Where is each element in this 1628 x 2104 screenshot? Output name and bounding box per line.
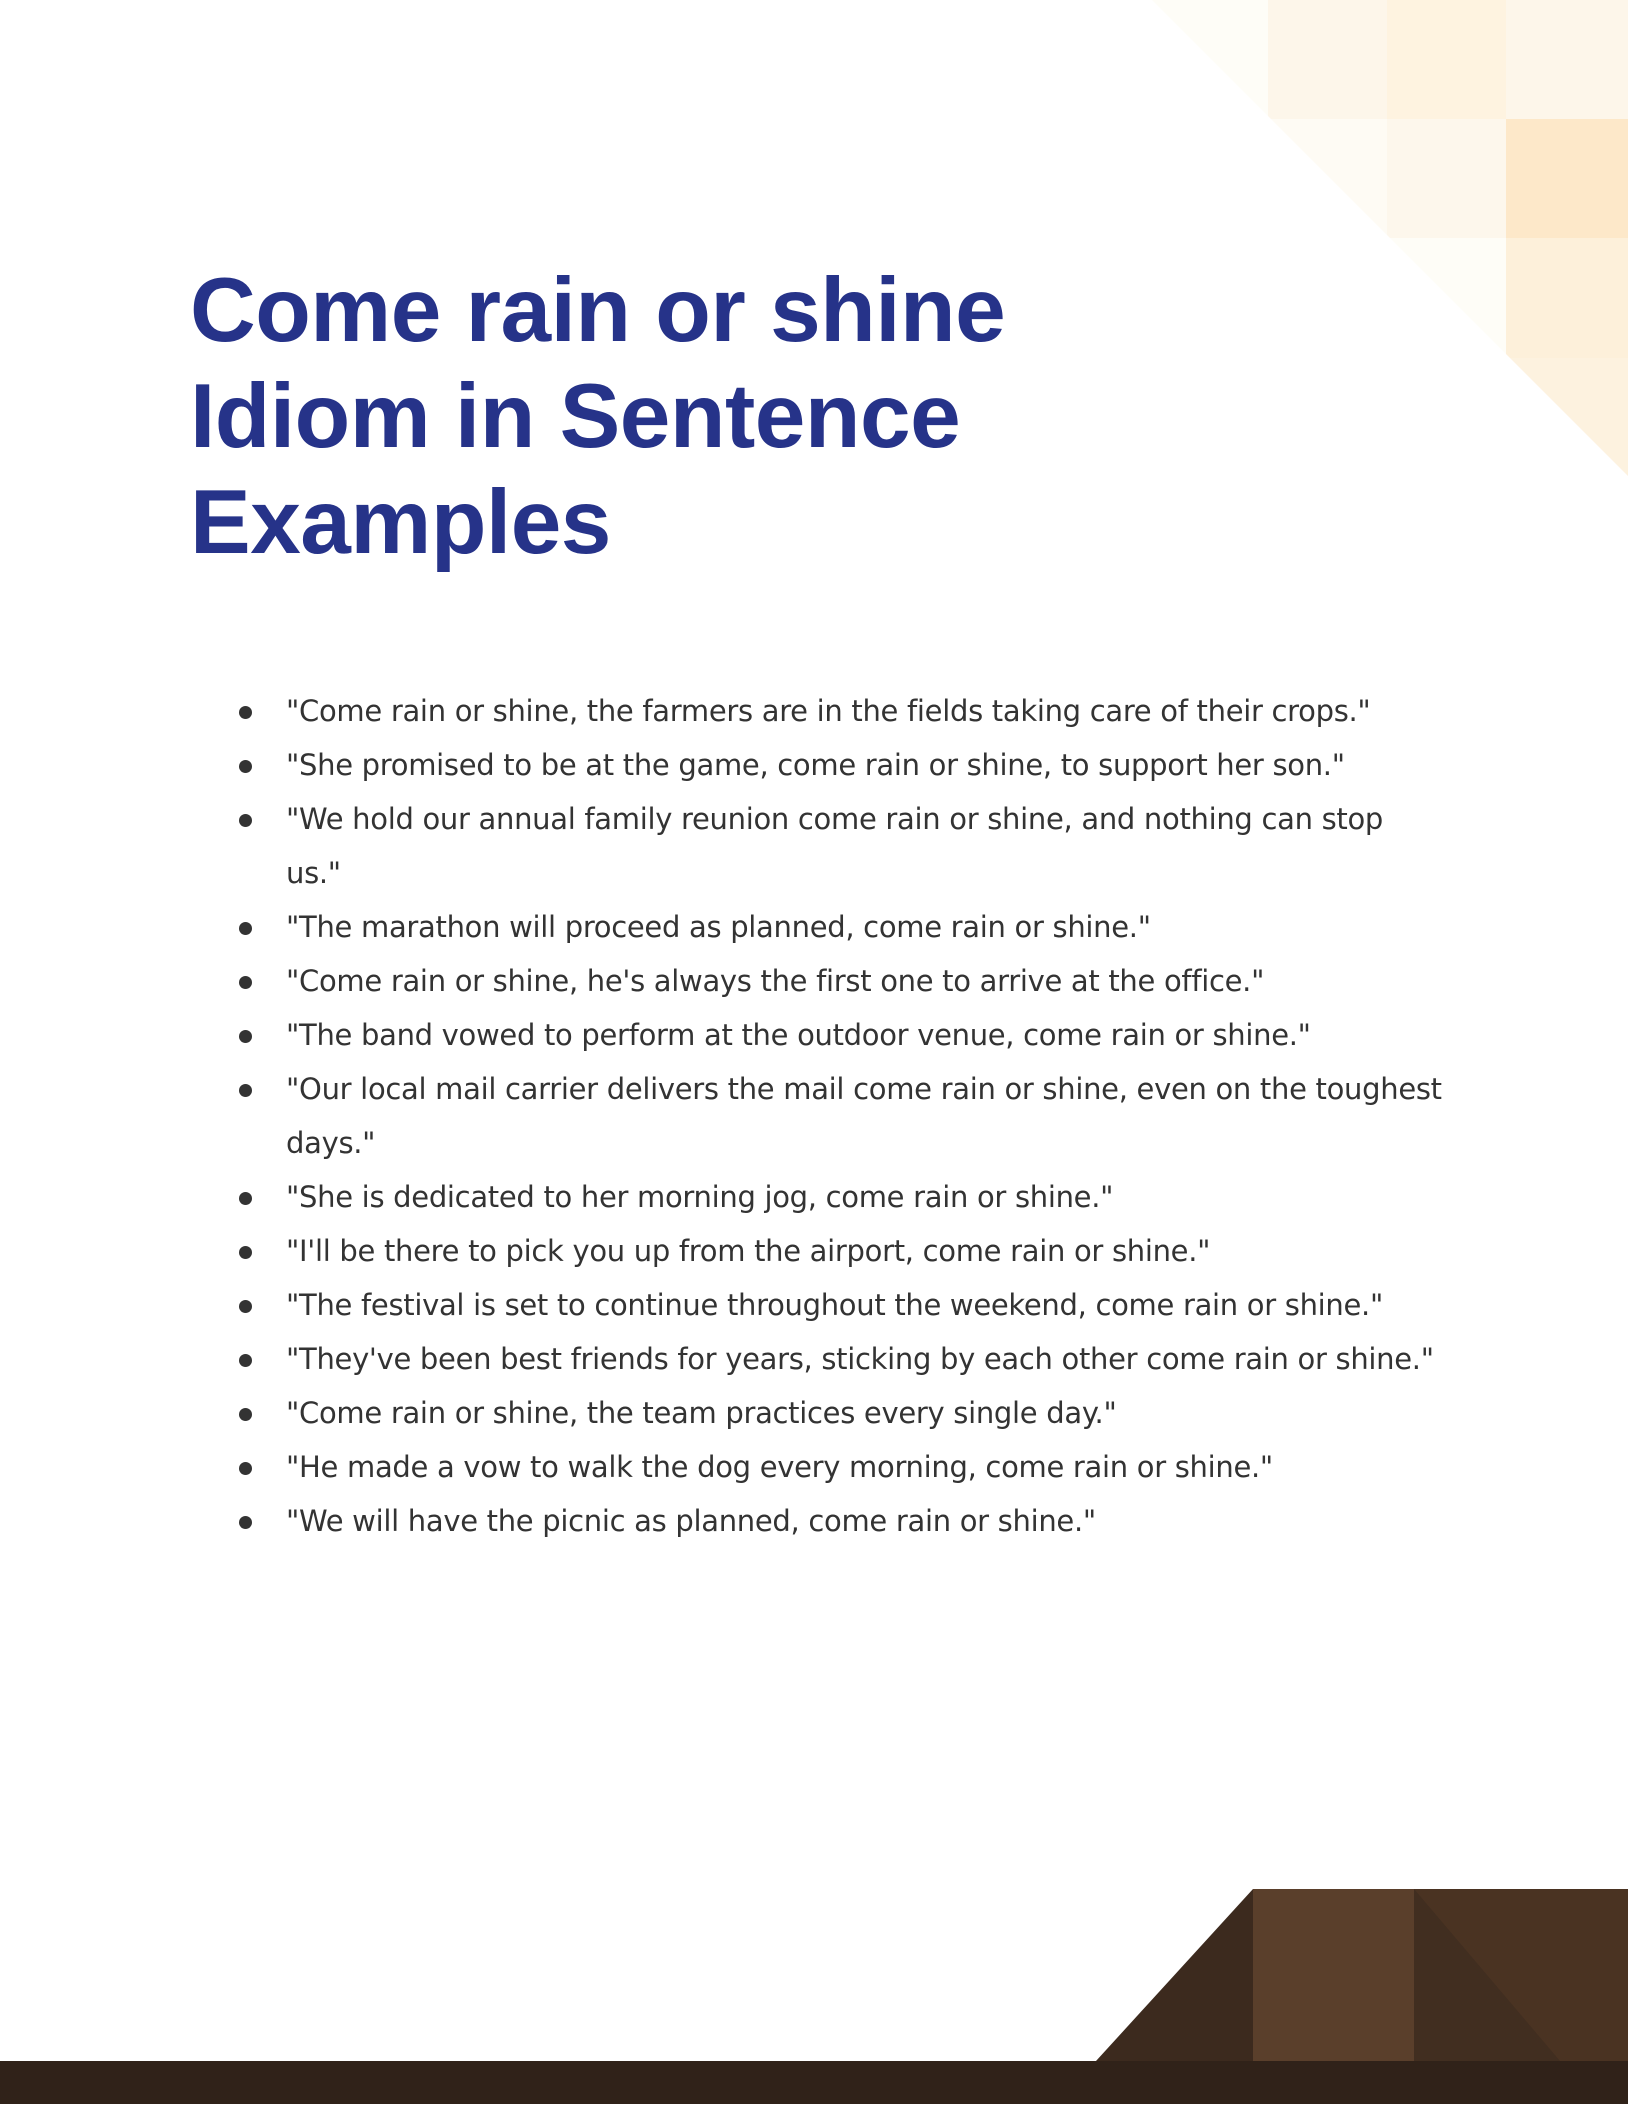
example-text: "We hold our annual family reunion come rain or shine, and nothing can stop us." [286,802,1384,890]
bullet-icon [239,1516,252,1529]
example-text: "Come rain or shine, he's always the first one to arrive at the office." [286,964,1265,998]
example-text: "The festival is set to continue throughout the weekend, come rain or shine." [286,1288,1384,1322]
list-item [286,954,1446,1008]
bullet-icon [239,1300,252,1313]
list-item [286,684,1446,738]
example-text: "The marathon will proceed as planned, come rain or shine." [286,910,1151,944]
list-item [286,1062,1446,1170]
title-line: Examples [190,472,611,573]
bullet-icon [239,1462,252,1475]
list-item [286,1008,1446,1062]
bullet-icon [239,976,252,989]
examples-list [286,684,1446,1548]
example-text: "Our local mail carrier delivers the mail come rain or shine, even on the toughest days." [286,1072,1442,1160]
list-item [286,792,1446,900]
example-text: "Come rain or shine, the team practices every single day." [286,1396,1117,1430]
bullet-icon [239,922,252,935]
list-item [286,1278,1446,1332]
list-item [286,1170,1446,1224]
example-text: "She promised to be at the game, come rain or shine, to support her son." [286,748,1345,782]
list-item [286,1332,1446,1386]
bullet-icon [239,814,252,827]
bullet-icon [239,760,252,773]
title-line: Idiom in Sentence [190,366,961,467]
example-text: "They've been best friends for years, sticking by each other come rain or shine." [286,1342,1434,1376]
list-item [286,1440,1446,1494]
example-text: "She is dedicated to her morning jog, come rain or shine." [286,1180,1114,1214]
bullet-icon [239,1246,252,1259]
bullet-icon [239,1408,252,1421]
page-title [190,258,1190,576]
bullet-icon [239,1192,252,1205]
bullet-icon [239,1084,252,1097]
bullet-icon [239,1030,252,1043]
example-text: "I'll be there to pick you up from the airport, come rain or shine." [286,1234,1211,1268]
list-item [286,900,1446,954]
list-item [286,738,1446,792]
example-text: "Come rain or shine, the farmers are in the fields taking care of their crops." [286,694,1371,728]
example-text: "We will have the picnic as planned, come rain or shine." [286,1504,1096,1538]
bullet-icon [239,706,252,719]
title-line: Come rain or shine [190,260,1006,361]
list-item [286,1224,1446,1278]
list-item [286,1386,1446,1440]
example-text: "The band vowed to perform at the outdoor venue, come rain or shine." [286,1018,1311,1052]
list-item [286,1494,1446,1548]
bullet-icon [239,1354,252,1367]
example-text: "He made a vow to walk the dog every morning, come rain or shine." [286,1450,1273,1484]
